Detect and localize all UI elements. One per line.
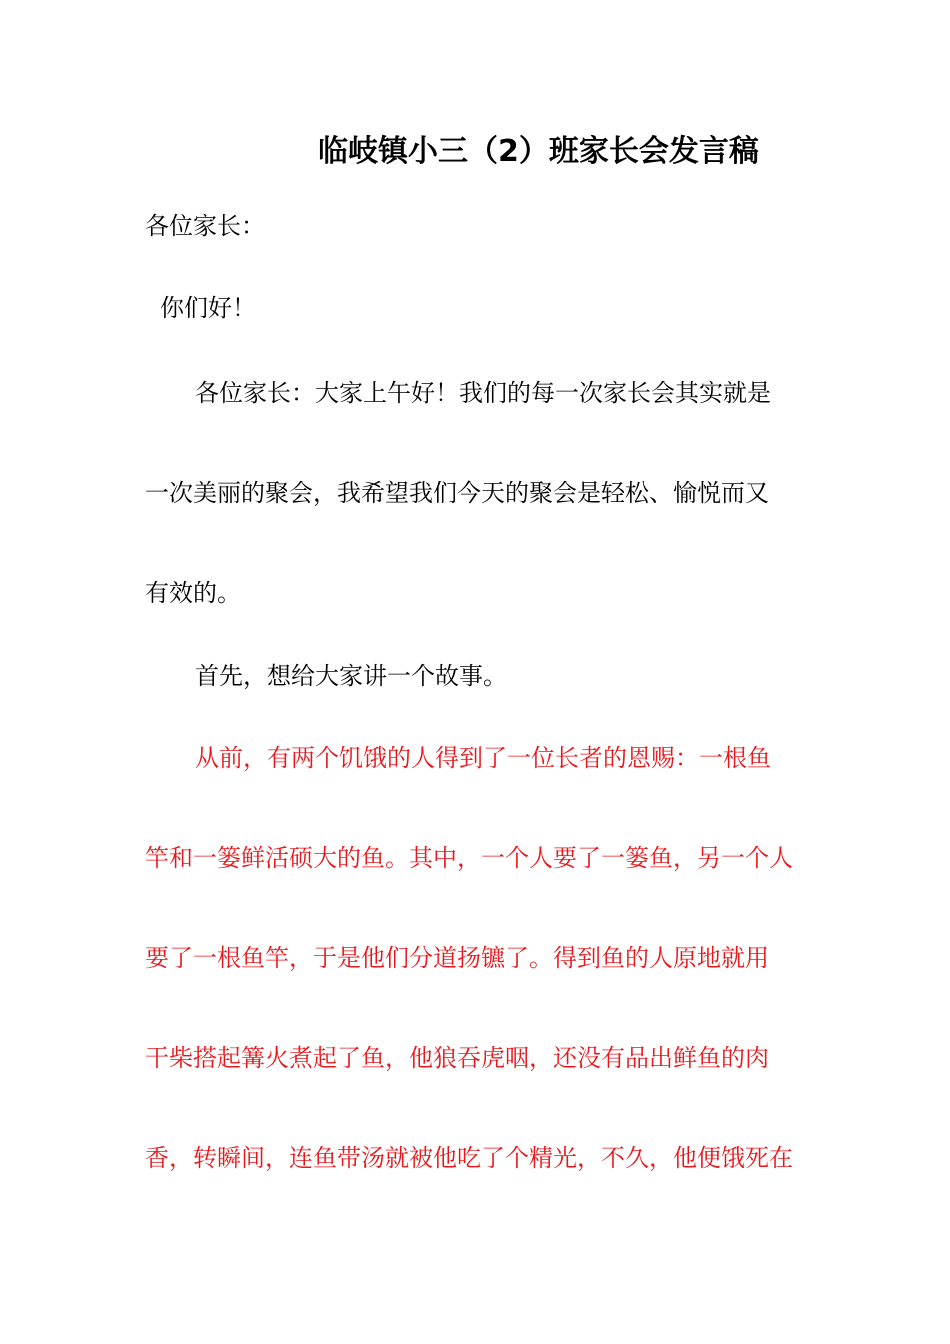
paragraph-line: 一次美丽的聚会，我希望我们今天的聚会是轻松、愉悦而又	[145, 479, 769, 507]
story-line: 从前，有两个饥饿的人得到了一位长者的恩赐：一根鱼	[195, 744, 771, 772]
story-line: 竿和一篓鲜活硕大的鱼。其中，一个人要了一篓鱼，另一个人	[145, 844, 793, 872]
paragraph-line: 首先，想给大家讲一个故事。	[195, 662, 507, 690]
story-line: 香，转瞬间，连鱼带汤就被他吃了个精光，不久，他便饿死在	[145, 1144, 793, 1172]
story-line: 干柴搭起篝火煮起了鱼，他狼吞虎咽，还没有品出鲜鱼的肉	[145, 1044, 769, 1072]
salutation-line: 各位家长：	[145, 212, 265, 240]
greeting-line: 你们好！	[160, 294, 256, 322]
paragraph-line: 各位家长：大家上午好！我们的每一次家长会其实就是	[195, 379, 771, 407]
story-line: 要了一根鱼竿，于是他们分道扬镳了。得到鱼的人原地就用	[145, 944, 769, 972]
document-title: 临岐镇小三（2）班家长会发言稿	[318, 134, 759, 169]
paragraph-line: 有效的。	[145, 579, 241, 607]
